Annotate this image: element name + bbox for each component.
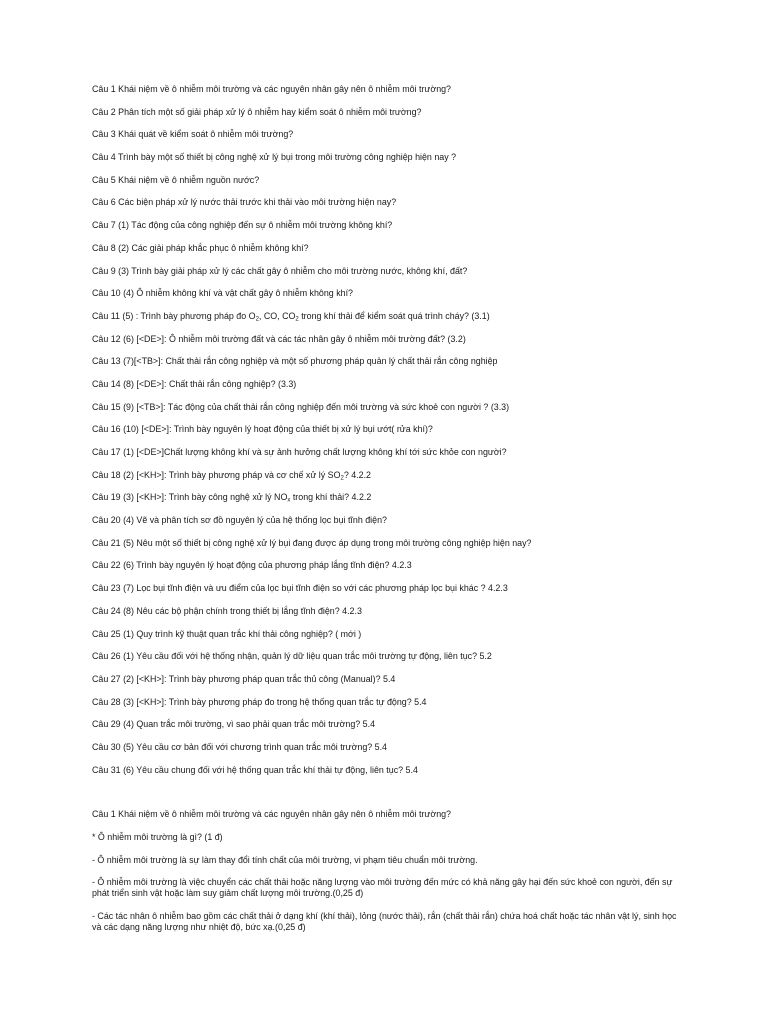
answer-paragraph-3: - Các tác nhân ô nhiễm bao gồm các chất thải ở dạng khí (khí thải), lỏng (nước thải), rắn (chất thải rắn) chứa hoá chất hoặc tác nhân vật lý, sinh học và các dạng năng lượng như nhiệt độ, bức xạ.(0,25 đ): [92, 911, 677, 933]
question-20: Câu 20 (4) Vẽ và phân tích sơ đồ nguyên lý của hệ thống lọc bụi tĩnh điện?: [92, 515, 387, 526]
question-25: Câu 25 (1) Quy trình kỹ thuật quan trắc khí thải công nghiệp? ( mới ): [92, 628, 362, 639]
question-23: Câu 23 (7) Lọc bụi tĩnh điện và ưu điểm của lọc bụi tĩnh điện so với các phương pháp lọc bụi khác ? 4.2.3: [92, 583, 508, 594]
section-gap: [92, 787, 682, 809]
question-30: Câu 30 (5) Yêu cầu cơ bản đối với chương trình quan trắc môi trường? 5.4: [92, 741, 387, 752]
answer-subheading: * Ô nhiễm môi trường là gì? (1 đ): [92, 832, 223, 842]
question-21: Câu 21 (5) Nêu một số thiết bị công nghệ xử lý bụi đang được áp dụng trong môi trường công nghiệp hiện nay?: [92, 537, 532, 548]
question-18: Câu 18 (2) [<KH>]: Trình bày phương pháp và cơ chế xử lý $SO_2$? 4.2.2: [92, 469, 371, 482]
answer-paragraph-1: - Ô nhiễm môi trường là sự làm thay đổi tính chất của môi trường, vi phạm tiêu chuẩn môi trường.: [92, 854, 478, 865]
question-7: Câu 7 (1) Tác động của công nghiệp đến sự ô nhiễm môi trường không khí?: [92, 220, 393, 231]
question-29: Câu 29 (4) Quan trắc môi trường, vì sao phải quan trắc môi trường? 5.4: [92, 719, 376, 730]
question-14: Câu 14 (8) [<DE>]: Chất thải rắn công nghiệp? (3.3): [92, 378, 297, 389]
question-13: Câu 13 (7)[<TB>]: Chất thải rắn công nghiệp và một số phương pháp quản lý chất thải rắn công nghiệp: [92, 356, 498, 367]
answer-section: [92, 809, 682, 933]
question-2: Câu 2 Phân tích một số giải pháp xử lý ô nhiễm hay kiểm soát ô nhiễm môi trường?: [92, 106, 422, 117]
question-27: Câu 27 (2) [<KH>]: Trình bày phương pháp quan trắc thủ công (Manual)? 5.4: [92, 673, 396, 684]
question-24: Câu 24 (8) Nêu các bộ phận chính trong thiết bị lắng tĩnh điện? 4.2.3: [92, 605, 362, 616]
document-page: [92, 84, 682, 945]
question-4: Câu 4 Trình bày một số thiết bị công nghệ xử lý bụi trong môi trường công nghiệp hiện nay ?: [92, 152, 457, 163]
question-12: Câu 12 (6) [<DE>]: Ô nhiễm môi trường đất và các tác nhân gây ô nhiễm môi trường đất? (3.2): [92, 333, 466, 344]
question-16: Câu 16 (10) [<DE>]: Trình bày nguyên lý hoạt động của thiết bị xử lý bụi ướt( rửa khí)?: [92, 424, 433, 435]
question-10: Câu 10 (4) Ô nhiễm không khí và vật chất gây ô nhiễm không khí?: [92, 288, 353, 299]
question-22: Câu 22 (6) Trình bày nguyên lý hoạt động của phương pháp lắng tĩnh điện? 4.2.3: [92, 560, 412, 571]
question-1: Câu 1 Khái niệm về ô nhiễm môi trường và các nguyên nhân gây nên ô nhiễm môi trường?: [92, 84, 451, 94]
question-list: [92, 84, 682, 776]
question-26: Câu 26 (1) Yêu cầu đối với hệ thống nhận, quản lý dữ liệu quan trắc môi trường tự động, liên tục? 5.2: [92, 651, 492, 662]
question-19: Câu 19 (3) [<KH>]: Trình bày công nghệ xử lý $NO_x$ trong khí thải? 4.2.2: [92, 492, 372, 504]
question-9: Câu 9 (3) Trình bày giải pháp xử lý các chất gây ô nhiễm cho môi trường nước, không khí, đất?: [92, 265, 468, 276]
question-15: Câu 15 (9) [<TB>]: Tác động của chất thải rắn công nghiệp đến môi trường và sức khoẻ con người ? (3.3): [92, 401, 510, 412]
question-8: Câu 8 (2) Các giải pháp khắc phục ô nhiễm không khí?: [92, 242, 309, 253]
answer-heading: Câu 1 Khái niệm về ô nhiễm môi trường và các nguyên nhân gây nên ô nhiễm môi trường?: [92, 809, 451, 820]
question-3: Câu 3 Khái quát về kiểm soát ô nhiễm môi trường?: [92, 129, 294, 140]
answer-paragraph-2: - Ô nhiễm môi trường là việc chuyển các chất thải hoặc năng lượng vào môi trường đến mức có khả năng gây hại đến sức khoẻ con người, đến sự phát triển sinh vật hoặc làm suy giảm chất lượng môi trường.(0,25 đ): [92, 877, 673, 899]
question-31: Câu 31 (6) Yêu cầu chung đối với hệ thống quan trắc khí thải tự động, liên tục? 5.4: [92, 764, 418, 775]
question-6: Câu 6 Các biện pháp xử lý nước thải trước khi thải vào môi trường hiện nay?: [92, 197, 397, 208]
question-5: Câu 5 Khái niệm về ô nhiễm nguồn nước?: [92, 174, 260, 185]
question-28: Câu 28 (3) [<KH>]: Trình bày phương pháp đo trong hệ thống quan trắc tự động? 5.4: [92, 696, 427, 707]
question-11: Câu 11 (5) : Trình bày phương pháp đo $O_2$, CO, $CO_2$ trong khí thải để kiểm soát quá trình cháy? (3.1): [92, 310, 490, 323]
question-17: Câu 17 (1) [<DE>]Chất lượng không khí và sự ảnh hưởng chất lượng không khí tới sức khỏe con người?: [92, 447, 507, 457]
